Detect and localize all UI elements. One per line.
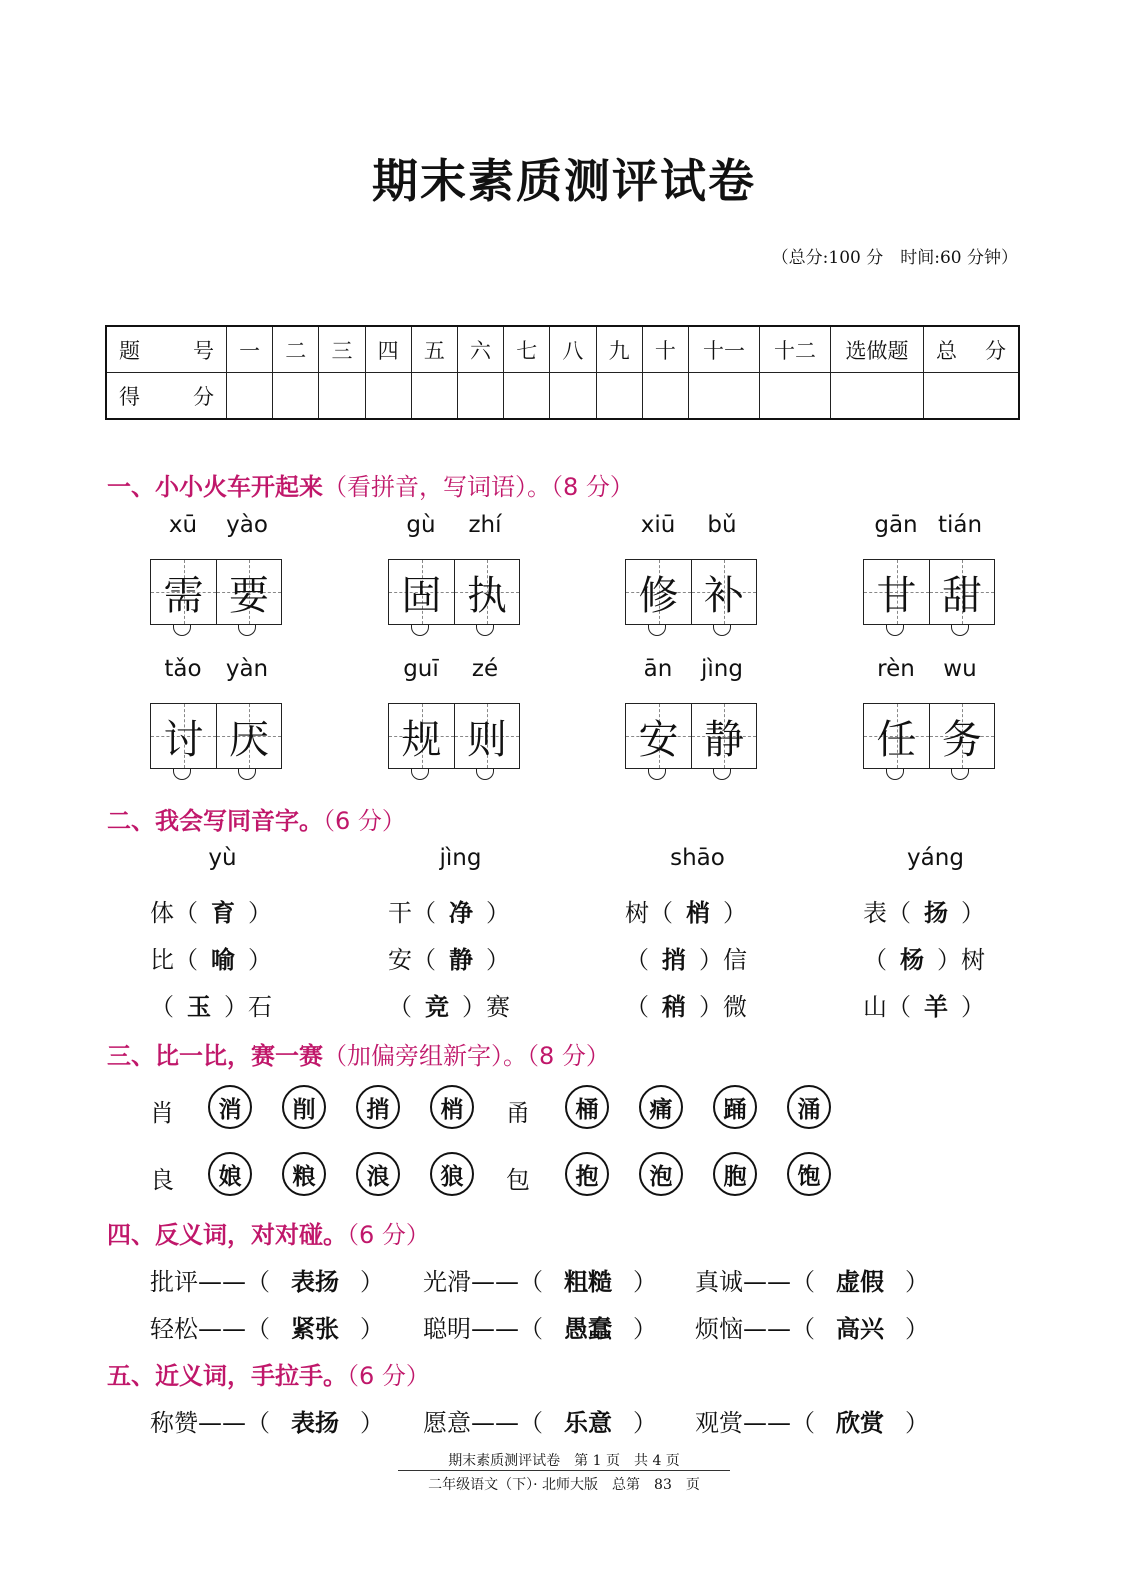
- text: ）: [486, 899, 510, 927]
- homophone-item: [863, 940, 985, 975]
- text: ）微: [699, 993, 747, 1021]
- wheel-icon: [713, 625, 731, 636]
- score-label: 得 分: [106, 373, 227, 420]
- answer[interactable]: 紧张: [291, 1315, 339, 1343]
- answer-cell[interactable]: [389, 560, 454, 624]
- answer[interactable]: 育: [211, 899, 235, 927]
- answer-circle[interactable]: 粮: [282, 1152, 326, 1196]
- answer-circle[interactable]: 娘: [208, 1152, 252, 1196]
- wheel-icon: [648, 625, 666, 636]
- text: 表（: [863, 899, 911, 927]
- homophone-item: [150, 893, 272, 928]
- answer-cell[interactable]: [151, 704, 216, 768]
- pinyin: zé: [471, 656, 499, 682]
- header-cell: 八: [550, 326, 596, 373]
- score-header-row: [106, 326, 1019, 373]
- answer-circle[interactable]: 浪: [356, 1152, 400, 1196]
- text: （: [863, 946, 887, 974]
- stem-char: 甬: [506, 1099, 530, 1127]
- answer-cell[interactable]: [216, 704, 281, 768]
- answer-char: 要: [229, 572, 269, 619]
- char-grid[interactable]: [388, 559, 520, 625]
- word: 批评: [150, 1268, 198, 1296]
- answer-cell[interactable]: [929, 560, 994, 624]
- homophone-item: [388, 940, 510, 975]
- stem-char: 包: [506, 1166, 530, 1194]
- score-cell[interactable]: [457, 373, 503, 420]
- pinyin: xū: [168, 512, 198, 538]
- score-cell[interactable]: [411, 373, 457, 420]
- word-pair: 批评——（ 表扬 ）: [150, 1262, 384, 1297]
- answer-cell[interactable]: [454, 704, 519, 768]
- text: （: [150, 993, 174, 1021]
- word-pair: 愿意——（ 乐意 ）: [423, 1403, 657, 1438]
- pinyin-pair: [388, 656, 518, 682]
- answer-cell[interactable]: [454, 560, 519, 624]
- footer-line-1: 期末素质测评试卷 第 1 页 共 4 页: [448, 1453, 680, 1469]
- answer[interactable]: 羊: [924, 993, 948, 1021]
- wheel-icon: [238, 625, 256, 636]
- pinyin: ān: [643, 656, 673, 682]
- pinyin-pair: [150, 512, 280, 538]
- answer-circle[interactable]: 痛: [639, 1085, 683, 1129]
- text: 安（: [388, 946, 436, 974]
- wheel-icon: [648, 769, 666, 780]
- word-pair: 轻松——（ 紧张 ）: [150, 1309, 384, 1344]
- section-5-heading: 五、近义词，手拉手。（6 分）: [107, 1362, 430, 1390]
- word-pair: 光滑——（ 粗糙 ）: [423, 1262, 657, 1297]
- answer-char: 任: [876, 716, 917, 763]
- dash: ——: [743, 1409, 791, 1437]
- answer[interactable]: 乐意: [564, 1409, 612, 1437]
- pinyin-pair: [863, 656, 993, 682]
- answer[interactable]: 粗糙: [564, 1268, 612, 1296]
- word: 真诚: [695, 1268, 743, 1296]
- answer-char: 务: [942, 716, 982, 763]
- answer-circle[interactable]: 狼: [430, 1152, 474, 1196]
- score-cell[interactable]: [689, 373, 760, 420]
- answer-circle[interactable]: 胞: [713, 1152, 757, 1196]
- header-cell: 选做题: [831, 326, 924, 373]
- dash: ——: [198, 1315, 246, 1343]
- word-pair: 烦恼——（ 高兴 ）: [695, 1309, 929, 1344]
- pinyin: wu: [943, 656, 977, 682]
- dash: ——: [198, 1409, 246, 1437]
- pinyin: bǔ: [707, 512, 737, 538]
- homophone-item: [150, 987, 272, 1022]
- answer-char: 执: [467, 572, 507, 619]
- answer-circle[interactable]: 捎: [356, 1085, 400, 1129]
- text: ）树: [937, 946, 985, 974]
- answer-char: 补: [704, 572, 744, 619]
- word: 轻松: [150, 1315, 198, 1343]
- score-cell[interactable]: [642, 373, 688, 420]
- score-cell[interactable]: [924, 373, 1020, 420]
- footer-line-2: 二年级语文（下）· 北师大版 总第 83 页: [428, 1477, 700, 1493]
- text: ）石: [224, 993, 272, 1021]
- char-grid[interactable]: [150, 703, 282, 769]
- text: 体（: [150, 899, 198, 927]
- header-cell: 题 号: [106, 326, 227, 373]
- word: 观赏: [695, 1409, 743, 1437]
- score-cell[interactable]: [504, 373, 550, 420]
- wheel-icon: [886, 769, 904, 780]
- word: 烦恼: [695, 1315, 743, 1343]
- homophone-item: [625, 987, 747, 1022]
- page-title: 期末素质测评试卷: [372, 154, 756, 208]
- wheel-icon: [238, 769, 256, 780]
- text: 山（: [863, 993, 911, 1021]
- answer-char: 规: [401, 716, 442, 763]
- word: 称赞: [150, 1409, 198, 1437]
- homophone-item: [150, 940, 272, 975]
- dash: ——: [743, 1315, 791, 1343]
- section-2-heading: 二、我会写同音字。（6 分）: [107, 807, 406, 835]
- answer-cell[interactable]: [691, 704, 756, 768]
- answer-cell[interactable]: [929, 704, 994, 768]
- answer-char: 则: [467, 716, 507, 763]
- pinyin: gù: [406, 512, 436, 538]
- char-grid[interactable]: [625, 703, 757, 769]
- word: 光滑: [423, 1268, 471, 1296]
- section-4-heading: 四、反义词，对对碰。（6 分）: [107, 1221, 430, 1249]
- word: 愿意: [423, 1409, 471, 1437]
- pinyin: yáng: [907, 845, 964, 871]
- header-cell: 总 分: [924, 326, 1020, 373]
- text: ）赛: [462, 993, 510, 1021]
- pinyin-pair: [388, 512, 518, 538]
- text: 树（: [625, 899, 673, 927]
- section-3-heading: 三、比一比，赛一赛（加偏旁组新字）。（8 分）: [107, 1042, 610, 1070]
- header-cell: 十一: [689, 326, 760, 373]
- header-cell: 四: [365, 326, 411, 373]
- answer[interactable]: 杨: [900, 946, 924, 974]
- answer-char: 甜: [942, 572, 982, 619]
- section-1-heading: 一、小小火车开起来（看拼音，写词语）。（8 分）: [107, 473, 634, 501]
- pinyin: yù: [208, 845, 237, 871]
- score-cell[interactable]: [365, 373, 411, 420]
- answer-cell[interactable]: [626, 560, 691, 624]
- answer-char: 厌: [229, 716, 269, 763]
- answer-cell[interactable]: [864, 560, 929, 624]
- answer[interactable]: 玉: [187, 993, 211, 1021]
- homophone-item: [388, 893, 510, 928]
- answer-char: 甘: [876, 572, 917, 619]
- answer-circle[interactable]: 抱: [565, 1152, 609, 1196]
- answer[interactable]: 虚假: [836, 1268, 884, 1296]
- answer-circle[interactable]: 泡: [639, 1152, 683, 1196]
- answer[interactable]: 高兴: [836, 1315, 884, 1343]
- answer-cell[interactable]: [151, 560, 216, 624]
- answer-char: 静: [704, 716, 744, 763]
- header-cell: 二: [273, 326, 319, 373]
- homophone-item: [863, 893, 985, 928]
- pinyin: tián: [937, 512, 983, 538]
- answer-char: 固: [401, 572, 442, 619]
- wheel-icon: [476, 769, 494, 780]
- word-pair: 聪明——（ 愚蠢 ）: [423, 1309, 657, 1344]
- score-cell[interactable]: [273, 373, 319, 420]
- wheel-icon: [173, 625, 191, 636]
- word: 聪明: [423, 1315, 471, 1343]
- pinyin: zhí: [468, 512, 502, 538]
- score-value-row: [106, 373, 1019, 420]
- answer-circle[interactable]: 涌: [787, 1085, 831, 1129]
- wheel-icon: [411, 769, 429, 780]
- wheel-icon: [476, 625, 494, 636]
- text: ）: [248, 899, 272, 927]
- char-grid[interactable]: [150, 559, 282, 625]
- word-pair: 称赞——（ 表扬 ）: [150, 1403, 384, 1438]
- text: ）: [248, 946, 272, 974]
- text: ）: [486, 946, 510, 974]
- score-cell[interactable]: [596, 373, 642, 420]
- wheel-icon: [951, 769, 969, 780]
- pinyin: yào: [226, 512, 268, 538]
- homophone-item: [863, 987, 985, 1022]
- score-cell[interactable]: [227, 373, 273, 420]
- answer-cell[interactable]: [216, 560, 281, 624]
- text: ）: [961, 899, 985, 927]
- dash: ——: [198, 1268, 246, 1296]
- text: 比（: [150, 946, 198, 974]
- homophone-item: [625, 893, 747, 928]
- answer-circle[interactable]: 梢: [430, 1085, 474, 1129]
- pinyin: yàn: [225, 656, 269, 682]
- answer[interactable]: 竞: [425, 993, 449, 1021]
- text: ）: [961, 993, 985, 1021]
- dash: ——: [743, 1268, 791, 1296]
- char-grid[interactable]: [863, 703, 995, 769]
- score-table: [105, 325, 1020, 420]
- pinyin: jìng: [701, 656, 743, 682]
- answer-char: 讨: [163, 716, 204, 763]
- answer-circle[interactable]: 消: [208, 1085, 252, 1129]
- answer[interactable]: 净: [449, 899, 473, 927]
- answer[interactable]: 梢: [686, 899, 710, 927]
- text: ）: [723, 899, 747, 927]
- text: ）信: [699, 946, 747, 974]
- pinyin-pair: [863, 512, 993, 538]
- footer-divider: [398, 1470, 730, 1471]
- answer[interactable]: 喻: [211, 946, 235, 974]
- pinyin: jìng: [439, 845, 482, 871]
- homophone-item: [388, 987, 510, 1022]
- pinyin-pair: [625, 512, 755, 538]
- score-cell[interactable]: [319, 373, 365, 420]
- pinyin-pair: [625, 656, 755, 682]
- text: 干（: [388, 899, 436, 927]
- pinyin: rèn: [877, 656, 915, 682]
- char-grid[interactable]: [625, 559, 757, 625]
- answer[interactable]: 表扬: [291, 1409, 339, 1437]
- wheel-icon: [886, 625, 904, 636]
- wheel-icon: [713, 769, 731, 780]
- text: （: [388, 993, 412, 1021]
- answer[interactable]: 扬: [924, 899, 948, 927]
- dash: ——: [471, 1315, 519, 1343]
- header-cell: 六: [457, 326, 503, 373]
- homophone-item: [625, 940, 747, 975]
- pinyin: guī: [403, 656, 439, 682]
- answer[interactable]: 捎: [662, 946, 686, 974]
- pinyin: xiū: [640, 512, 676, 538]
- word-pair: 观赏——（ 欣赏 ）: [695, 1403, 929, 1438]
- answer[interactable]: 欣赏: [836, 1409, 884, 1437]
- answer-cell[interactable]: [864, 704, 929, 768]
- dash: ——: [471, 1268, 519, 1296]
- wheel-icon: [411, 625, 429, 636]
- score-cell[interactable]: [760, 373, 831, 420]
- wheel-icon: [173, 769, 191, 780]
- wheel-icon: [951, 625, 969, 636]
- score-cell[interactable]: [550, 373, 596, 420]
- char-grid[interactable]: [863, 559, 995, 625]
- word-pair: 真诚——（ 虚假 ）: [695, 1262, 929, 1297]
- dash: ——: [471, 1409, 519, 1437]
- exam-meta: （总分:100 分 时间:60 分钟）: [771, 248, 1018, 268]
- pinyin: shāo: [670, 845, 725, 871]
- header-cell: 七: [504, 326, 550, 373]
- text: （: [625, 993, 649, 1021]
- answer-cell[interactable]: [626, 704, 691, 768]
- answer[interactable]: 稍: [662, 993, 686, 1021]
- header-cell: 十二: [760, 326, 831, 373]
- answer[interactable]: 静: [449, 946, 473, 974]
- header-cell: 五: [411, 326, 457, 373]
- text: （: [625, 946, 649, 974]
- answer-cell[interactable]: [691, 560, 756, 624]
- pinyin: gān: [874, 512, 918, 538]
- pinyin: tǎo: [164, 656, 202, 682]
- answer-char: 需: [163, 572, 204, 619]
- stem-char: 肖: [150, 1099, 174, 1127]
- stem-char: 良: [150, 1166, 174, 1194]
- answer-circle[interactable]: 削: [282, 1085, 326, 1129]
- header-cell: 九: [596, 326, 642, 373]
- answer-circle[interactable]: 桶: [565, 1085, 609, 1129]
- char-grid[interactable]: [388, 703, 520, 769]
- answer-char: 修: [638, 572, 679, 619]
- answer[interactable]: 愚蠢: [564, 1315, 612, 1343]
- header-cell: 一: [227, 326, 273, 373]
- pinyin-pair: [150, 656, 280, 682]
- answer-char: 安: [638, 716, 679, 763]
- answer-circle[interactable]: 饱: [787, 1152, 831, 1196]
- answer-circle[interactable]: 踊: [713, 1085, 757, 1129]
- answer-cell[interactable]: [389, 704, 454, 768]
- score-cell[interactable]: [831, 373, 924, 420]
- header-cell: 三: [319, 326, 365, 373]
- header-cell: 十: [642, 326, 688, 373]
- answer[interactable]: 表扬: [291, 1268, 339, 1296]
